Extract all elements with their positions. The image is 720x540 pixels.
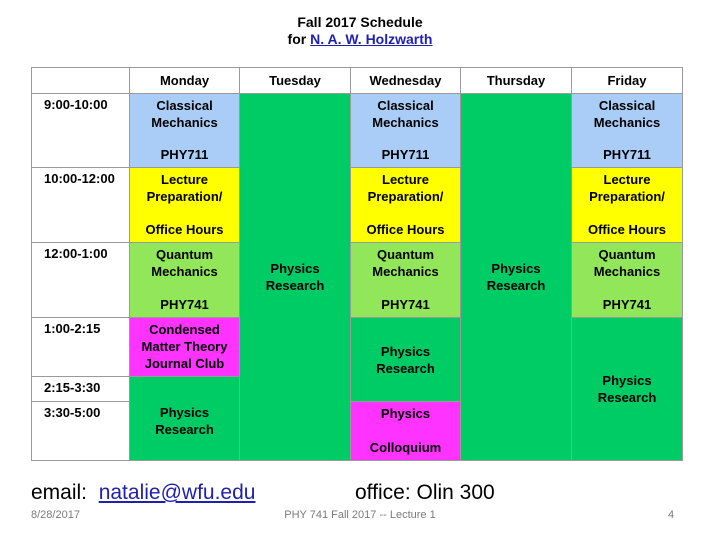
time-slot: 10:00-12:00 xyxy=(31,167,130,243)
wednesday-physics-colloquium xyxy=(350,401,461,461)
name-link[interactable]: N. A. W. Holzwarth xyxy=(310,31,433,47)
course-name: Quantum xyxy=(376,247,435,262)
email-line xyxy=(31,481,255,505)
office-line: office: Olin 300 xyxy=(355,481,495,504)
time-slot: 2:15-3:30 xyxy=(31,376,130,402)
monday-quantum-mechanics xyxy=(129,242,240,318)
activity-name: Lecture xyxy=(603,172,651,187)
activity-name: Journal Club xyxy=(144,356,225,371)
course-code: PHY741 xyxy=(160,297,209,312)
activity-name: Lecture xyxy=(382,172,429,187)
monday-lecture-prep xyxy=(129,167,240,243)
header-tuesday: Tuesday xyxy=(239,67,351,94)
thursday-physics-research xyxy=(460,93,572,461)
course-name: Quantum xyxy=(155,247,214,262)
email-label: email: xyxy=(31,481,88,504)
time-slot: 9:00-10:00 xyxy=(31,93,130,168)
activity-name: Condensed xyxy=(149,322,220,337)
slide-course: PHY 741 Fall 2017 -- Lecture 1 xyxy=(284,509,436,521)
course-name: Quantum xyxy=(598,247,656,262)
course-name: Classical xyxy=(377,98,434,113)
header-thursday: Thursday xyxy=(460,67,572,94)
header-monday: Monday xyxy=(129,67,240,94)
monday-journal-club xyxy=(129,317,240,377)
activity-name: Office Hours xyxy=(145,222,224,237)
activity-name: Colloquium xyxy=(369,440,442,455)
wednesday-classical-mechanics xyxy=(350,93,461,168)
monday-gap xyxy=(129,376,240,402)
monday-classical-mechanics xyxy=(129,93,240,168)
header-friday: Friday xyxy=(571,67,683,94)
activity-name: Preparation/ xyxy=(589,189,665,204)
activity-name: Research xyxy=(376,360,435,376)
header-wednesday: Wednesday xyxy=(350,67,461,94)
activity-name: Research xyxy=(486,278,546,293)
friday-lecture-prep xyxy=(571,167,683,243)
activity-name: Research xyxy=(597,390,657,405)
course-code: PHY711 xyxy=(381,147,430,162)
course-code: PHY741 xyxy=(381,297,430,312)
wednesday-lecture-prep xyxy=(350,167,461,243)
course-name: Mechanics xyxy=(151,264,218,279)
time-slot: 3:30-5:00 xyxy=(31,401,130,461)
course-code: PHY711 xyxy=(160,147,209,162)
course-name: Mechanics xyxy=(372,115,439,130)
course-name: Classical xyxy=(156,98,213,113)
title-line2 xyxy=(0,31,720,48)
title-line1: Fall 2017 Schedule xyxy=(297,14,423,30)
slide-number: 4 xyxy=(668,509,675,521)
activity-name: Physics xyxy=(602,373,652,388)
friday-quantum-mechanics xyxy=(571,242,683,318)
course-name: Mechanics xyxy=(593,115,661,130)
time-slot: 12:00-1:00 xyxy=(31,242,130,318)
schedule-title xyxy=(0,14,720,48)
friday-classical-mechanics xyxy=(571,93,683,168)
activity-name: Office Hours xyxy=(587,222,666,237)
course-name: Mechanics xyxy=(372,264,439,279)
activity-name: Matter Theory xyxy=(141,339,228,354)
email-link[interactable]: natalie@wfu.edu xyxy=(98,481,256,504)
course-name: Mechanics xyxy=(151,115,218,130)
activity-name: Research xyxy=(155,422,214,437)
friday-physics-research xyxy=(571,317,683,461)
tuesday-physics-research xyxy=(239,93,351,461)
monday-physics-research xyxy=(129,401,240,461)
activity-name: Preparation/ xyxy=(146,189,223,204)
activity-name: Office Hours xyxy=(366,222,445,237)
activity-name: Lecture xyxy=(161,172,208,187)
course-name: Mechanics xyxy=(593,264,661,279)
course-name: Classical xyxy=(598,98,656,113)
wednesday-quantum-mechanics xyxy=(350,242,461,318)
activity-name: Physics xyxy=(491,261,541,276)
time-slot: 1:00-2:15 xyxy=(31,317,130,377)
activity-name: Research xyxy=(265,278,325,293)
activity-name: Physics xyxy=(270,261,320,276)
wednesday-physics-research xyxy=(350,317,461,402)
slide-date: 8/28/2017 xyxy=(31,509,80,521)
activity-name: Physics xyxy=(380,406,431,421)
header-corner xyxy=(31,67,130,94)
activity-name: Physics xyxy=(159,405,210,420)
course-code: PHY711 xyxy=(603,147,651,162)
title-prefix: for xyxy=(287,31,311,47)
activity-name: Preparation/ xyxy=(367,189,444,204)
activity-name: Physics xyxy=(380,343,431,359)
course-code: PHY741 xyxy=(602,297,652,312)
